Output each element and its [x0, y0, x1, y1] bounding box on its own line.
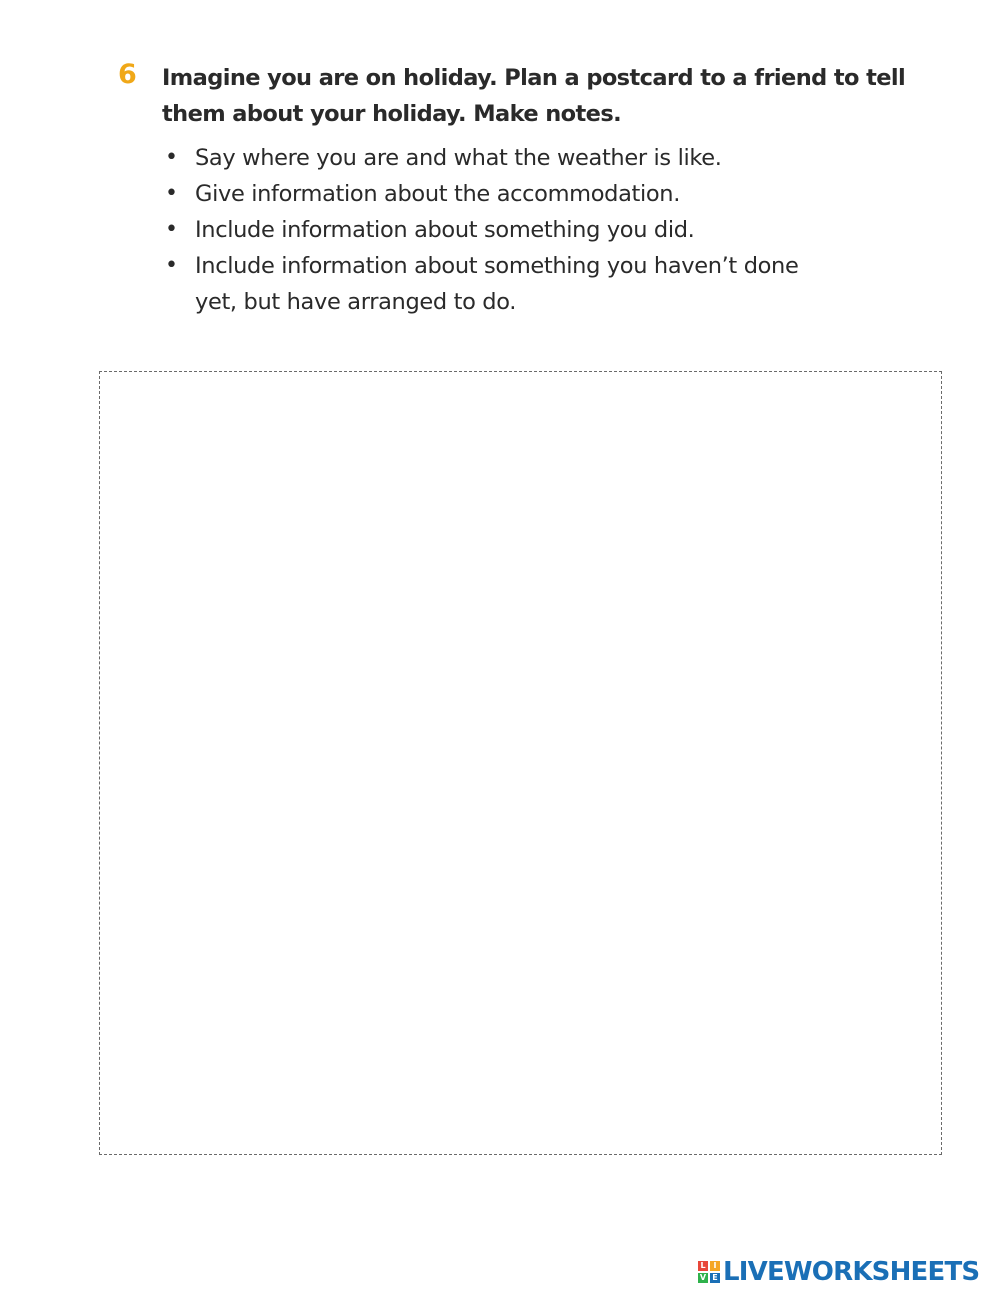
logo-letter: I — [710, 1261, 720, 1271]
bullet-text: Include information about something you haven’t done — [195, 253, 799, 279]
bullet-text: yet, but have arranged to do. — [195, 289, 517, 315]
logo-icon — [698, 1261, 720, 1283]
bullet-icon: • — [165, 217, 178, 242]
logo-letter: L — [698, 1261, 708, 1271]
instruction-line: them about your holiday. Make notes. — [162, 101, 622, 127]
bullet-icon: • — [165, 145, 178, 170]
bullet-text: Give information about the accommodation. — [195, 181, 681, 207]
bullet-text: Include information about something you did. — [195, 217, 695, 243]
bullet-item — [162, 176, 922, 212]
logo-letter: V — [699, 1273, 707, 1282]
bullet-item — [162, 248, 922, 320]
bullet-icon: • — [165, 253, 178, 278]
notes-answer-box[interactable] — [99, 371, 942, 1155]
instruction-line: Imagine you are on holiday. Plan a postcard to a friend to tell — [162, 65, 906, 91]
bullet-text: Say where you are and what the weather is like. — [195, 145, 722, 171]
liveworksheets-logo — [698, 1257, 979, 1287]
logo-text: LIVEWORKSHEETS — [723, 1257, 980, 1287]
logo-letter: E — [710, 1273, 720, 1283]
exercise-number: 6 — [118, 59, 137, 90]
bullet-list — [162, 140, 922, 320]
bullet-icon: • — [165, 181, 178, 206]
bullet-item — [162, 140, 922, 176]
exercise-instruction — [162, 60, 906, 132]
bullet-item — [162, 212, 922, 248]
